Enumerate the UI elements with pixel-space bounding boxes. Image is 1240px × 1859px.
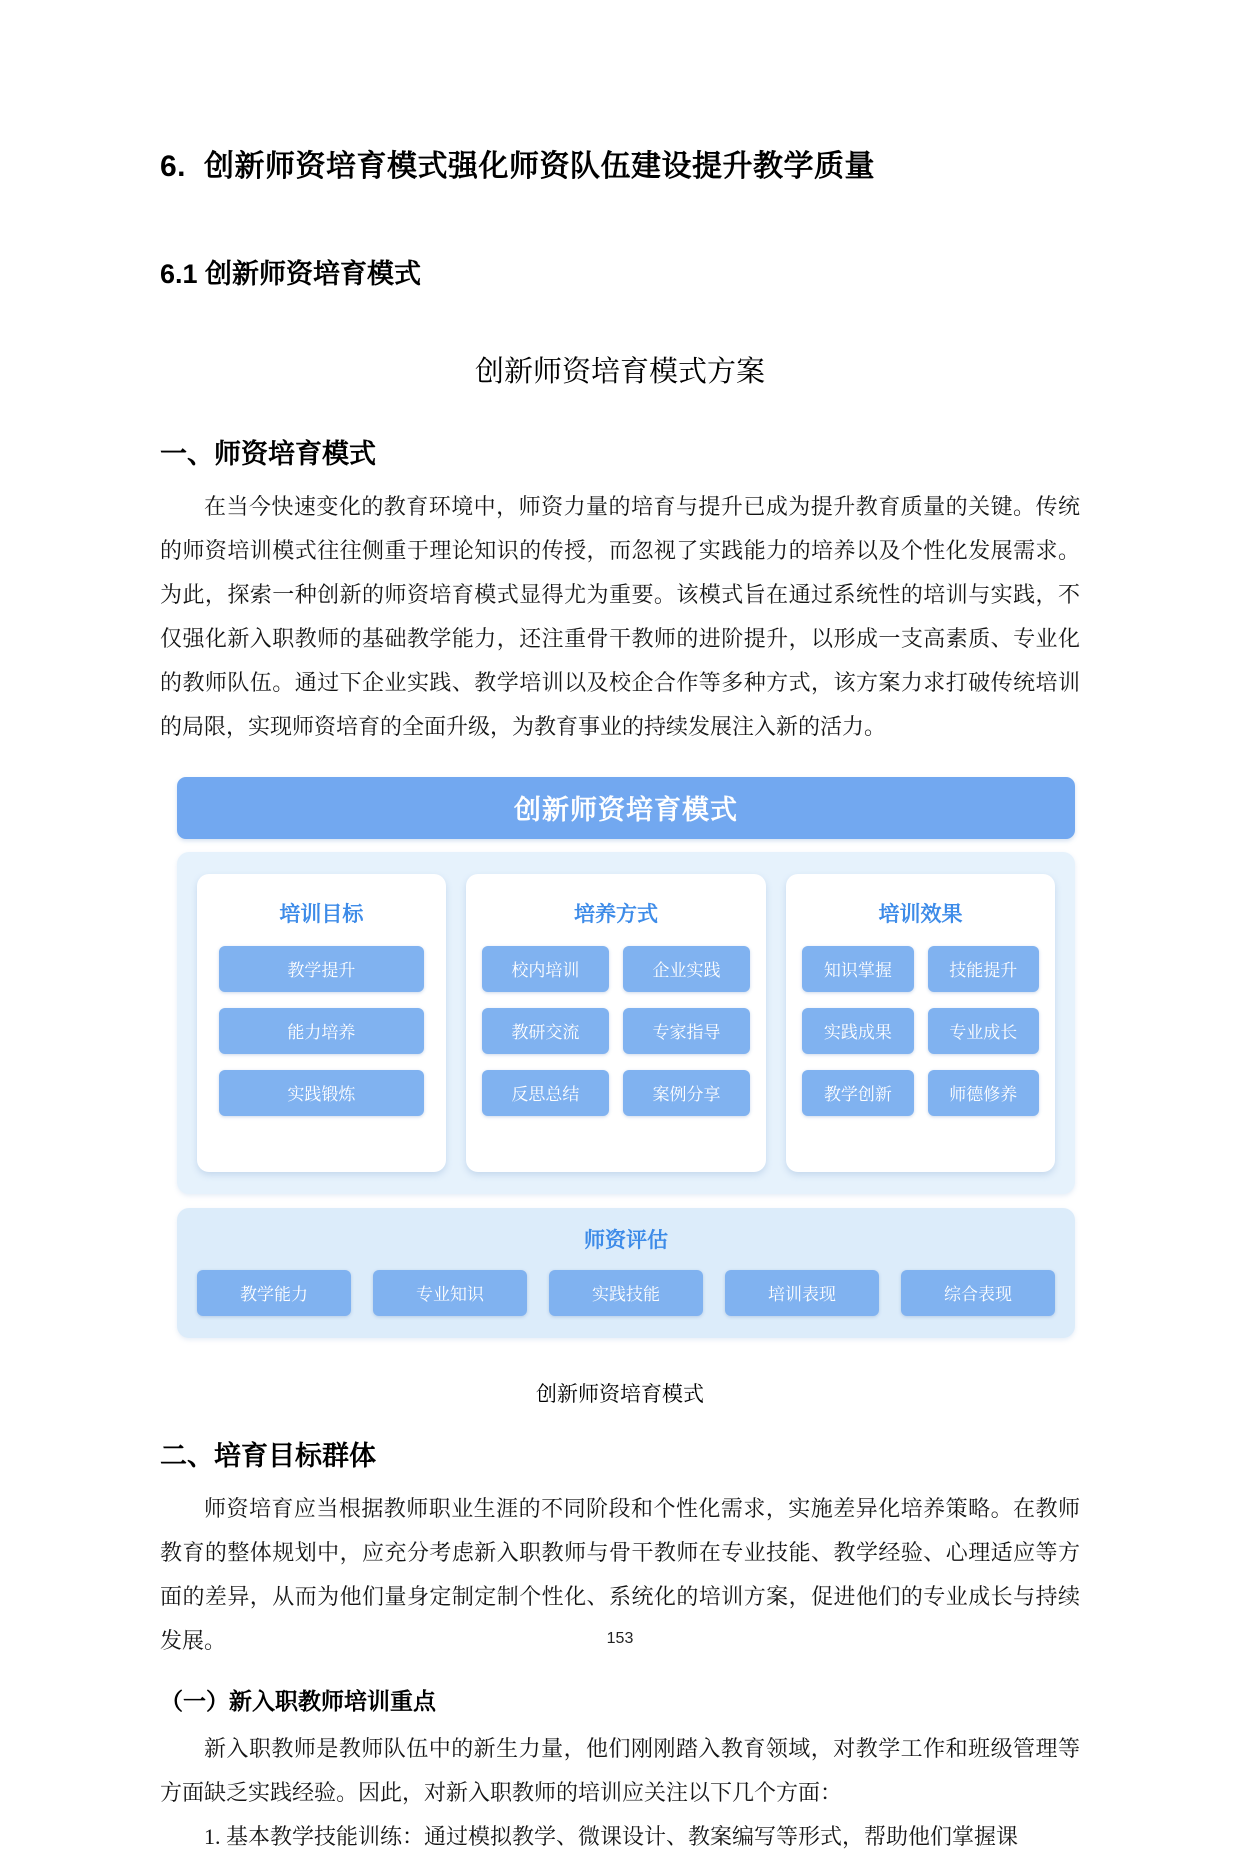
chapter-number: 6.: [160, 150, 187, 183]
page-number: 153: [606, 1630, 634, 1647]
diagram-card-training-goals: [197, 874, 446, 1172]
diagram-item: 实践成果: [802, 1008, 913, 1054]
card-items: [213, 946, 430, 1116]
diagram-main-panel: [177, 852, 1075, 1194]
training-model-diagram: [177, 777, 1075, 1338]
diagram-item: 教学创新: [802, 1070, 913, 1116]
diagram-item: 知识掌握: [802, 946, 913, 992]
diagram-card-training-results: [786, 874, 1055, 1172]
plan-title: 创新师资培育模式方案: [474, 355, 765, 388]
section-two-paragraph: 师资培育应当根据教师职业生涯的不同阶段和个性化需求，实施差异化培养策略。在教师教育的整体规划中，应充分考虑新入职教师与骨干教师在专业技能、教学经验、心理适应等方面的差异，从而为他们量身定制定制个性化、系统化的培训方案，促进他们的专业成长与持续发展。: [160, 1495, 1080, 1653]
diagram-item: 校内培训: [482, 946, 609, 992]
diagram-item: 教学提升: [219, 946, 424, 992]
card-title: 培养方式: [573, 902, 658, 926]
diagram-header: 创新师资培育模式: [177, 777, 1075, 839]
diagram-item: 实践锻炼: [219, 1070, 424, 1116]
diagram-item: 教研交流: [482, 1008, 609, 1054]
card-items: [482, 946, 750, 1116]
diagram-item: 专家指导: [623, 1008, 750, 1054]
chapter-title-text: 创新师资培育模式强化师资队伍建设提升教学质量: [204, 150, 876, 183]
diagram-item: 培训表现: [725, 1270, 879, 1316]
subsection-heading: （一）新入职教师培训重点: [160, 1687, 436, 1714]
diagram-item: 实践技能: [549, 1270, 703, 1316]
diagram-item: 专业成长: [928, 1008, 1039, 1054]
diagram-item: 能力培养: [219, 1008, 424, 1054]
page-content: [160, 0, 1080, 1859]
diagram-item: 企业实践: [623, 946, 750, 992]
diagram-item: 反思总结: [482, 1070, 609, 1116]
section-one-heading: 一、师资培育模式: [160, 438, 376, 469]
diagram-item: 综合表现: [901, 1270, 1055, 1316]
diagram-item: 教学能力: [197, 1270, 351, 1316]
diagram-item: 案例分享: [623, 1070, 750, 1116]
card-title: 培训目标: [279, 902, 364, 926]
section-two-heading: 二、培育目标群体: [160, 1440, 376, 1471]
card-title: 培训效果: [878, 902, 963, 926]
figure-caption: 创新师资培育模式: [536, 1381, 704, 1406]
numbered-list-item-1: 1. 基本教学技能训练：通过模拟教学、微课设计、教案编写等形式，帮助他们掌握课: [204, 1823, 1019, 1849]
subsection-paragraph: 新入职教师是教师队伍中的新生力量，他们刚刚踏入教育领域，对教学工作和班级管理等方面缺乏实践经验。因此，对新入职教师的培训应关注以下几个方面：: [160, 1735, 1080, 1805]
diagram-card-training-methods: [466, 874, 766, 1172]
section-heading-6-1: 6.1 创新师资培育模式: [160, 258, 422, 289]
evaluation-items: [197, 1270, 1055, 1316]
evaluation-title: 师资评估: [584, 1228, 668, 1252]
diagram-item: 技能提升: [928, 946, 1039, 992]
diagram-evaluation-panel: [177, 1208, 1075, 1338]
chapter-heading: [160, 148, 1080, 186]
diagram-item: 师德修养: [928, 1070, 1039, 1116]
card-items: [802, 946, 1039, 1116]
section-one-paragraph: 在当今快速变化的教育环境中，师资力量的培育与提升已成为提升教育质量的关键。传统的师资培训模式往往侧重于理论知识的传授，而忽视了实践能力的培养以及个性化发展需求。为此，探索一种创新的师资培育模式显得尤为重要。该模式旨在通过系统性的培训与实践，不仅强化新入职教师的基础教学能力，还注重骨干教师的进阶提升，以形成一支高素质、专业化的教师队伍。通过下企业实践、教学培训以及校企合作等多种方式，该方案力求打破传统培训的局限，实现师资培育的全面升级，为教育事业的持续发展注入新的活力。: [160, 493, 1080, 739]
diagram-item: 专业知识: [373, 1270, 527, 1316]
